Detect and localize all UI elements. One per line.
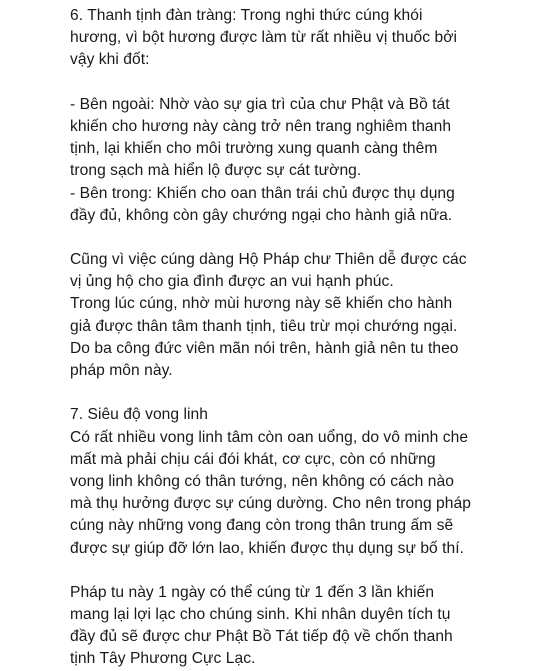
text-line: vậy khi đốt: bbox=[70, 51, 150, 69]
text-line: Có rất nhiều vong linh tâm còn oan uổng, do vô minh che bbox=[70, 428, 469, 446]
text-line: vong linh không có thân tướng, nên không có cách nào bbox=[70, 472, 454, 490]
text-line: pháp môn này. bbox=[70, 362, 173, 379]
text-line: mang lại lợi lạc cho chúng sinh. Khi nhân duyên tích tụ bbox=[70, 606, 451, 624]
text-line: Cũng vì việc cúng dàng Hộ Pháp chư Thiên dễ được các bbox=[70, 251, 467, 269]
text-line: mà thụ hưởng được sự cúng dường. Cho nên trong pháp bbox=[70, 495, 471, 513]
text-line: Do ba công đức viên mãn nói trên, hành giả nên tu theo bbox=[70, 339, 459, 357]
text-line: - Bên trong: Khiến cho oan thân trái chủ được thụ dụng bbox=[70, 184, 455, 202]
text-line: đầy đủ sẽ được chư Phật Bồ Tát tiếp độ về chốn thanh bbox=[70, 628, 453, 646]
blank-line bbox=[70, 72, 530, 94]
text-line: đầy đủ, không còn gây chướng ngại cho hành giả nữa. bbox=[70, 206, 453, 224]
text-line: hương, vì bột hương được làm từ rất nhiều vị thuốc bởi bbox=[70, 29, 458, 47]
text-line: tịnh Tây Phương Cực Lạc. bbox=[70, 650, 256, 668]
text-line: Pháp tu này 1 ngày có thể cúng từ 1 đến 3 lần khiến bbox=[70, 583, 435, 601]
text-line: 6. Thanh tịnh đàn tràng: Trong nghi thức cúng khói bbox=[70, 7, 423, 24]
text-line: được sự giúp đỡ lớn lao, khiến được thụ dụng sự bố thí. bbox=[70, 539, 465, 557]
text-line: khiến cho hương này càng trở nên trang nghiêm thanh bbox=[70, 117, 452, 135]
text-line: cúng này những vong đang còn trong thân trung ấm sẽ bbox=[70, 517, 454, 535]
document-body bbox=[70, 5, 530, 671]
text-line: mất mà phải chịu cái đói khát, cơ cực, còn có những bbox=[70, 450, 436, 468]
text-line: tịnh, lại khiến cho môi trường xung quanh càng thêm bbox=[70, 140, 438, 158]
text-line: Trong lúc cúng, nhờ mùi hương này sẽ khiến cho hành bbox=[70, 295, 453, 313]
section-heading: 7. Siêu độ vong linh bbox=[70, 406, 208, 424]
text-line: trong sạch mà hiển lộ được sự cát tường. bbox=[70, 162, 362, 180]
blank-line bbox=[70, 560, 530, 582]
blank-line bbox=[70, 227, 530, 249]
text-line: vị ủng hộ cho gia đình được an vui hạnh phúc. bbox=[70, 273, 394, 291]
text-line: giả được thân tâm thanh tịnh, tiêu trừ mọi chướng ngại. bbox=[70, 317, 458, 335]
text-line: - Bên ngoài: Nhờ vào sự gia trì của chư Phật và Bồ tát bbox=[70, 95, 450, 113]
blank-line bbox=[70, 382, 530, 404]
